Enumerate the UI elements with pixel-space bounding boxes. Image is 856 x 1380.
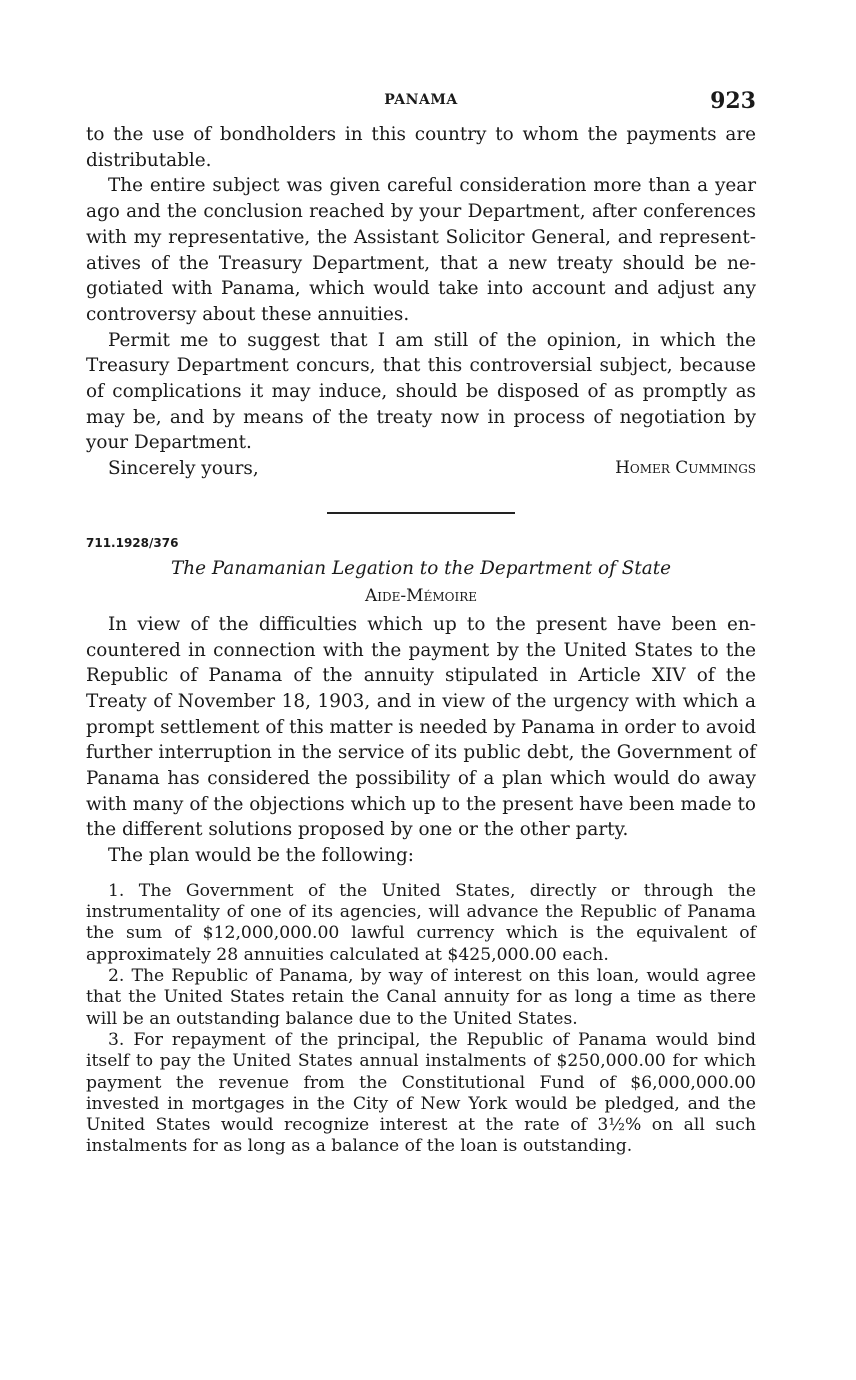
closing-salutation: Sincerely yours, [108, 458, 259, 480]
document-title: The Panamanian Legation to the Department of State [171, 557, 671, 579]
section-divider [327, 512, 515, 514]
plan-item-3: 3. For repayment of the principal, the Republic of Panama would bind itself to pay the United States annual instalments of $250,000.00 for which payment the revenue from the Constitutional Fund of $6,000,000.00 invested in mortgages in the City of New York would be pledged, and the United States would recognize interest at the rate of 3½% on all such instalments for as long as a balance of the loan is outstanding. [86, 1029, 756, 1157]
letter-paragraph-1: to the use of bondholders in this country to whom the payments are distributable. [86, 124, 756, 171]
file-number: 711.1928/376 [86, 535, 179, 550]
document-subtitle: Aide-Mémoire [365, 585, 477, 606]
document-page [86, 88, 756, 1158]
plan-lead: The plan would be the following: [108, 845, 414, 867]
aide-memoire-intro: In view of the difficulties which up to the present have been encountered in connection with the payment by the United States to the Republic of Panama of the annuity stipulated in Article XIV of the Treaty of November 18, 1903, and in view of the urgency with which a prompt settlement of this matter is needed by Panama in order to avoid further interruption in the service of its public debt, the Government of Panama has considered the possibility of a plan which would do away with many of the objections which up to the present have been made to the different solutions proposed by one or the other party. [86, 613, 756, 841]
letter-closing-line [86, 456, 756, 482]
signature: Homer Cummings [615, 458, 756, 479]
page-header [86, 88, 756, 122]
letter-paragraph-2: The entire subject was given careful consideration more than a year ago and the conclusion reached by your Department, after conferences with my representative, the Assistant Solicitor General, and representatives of the Treasury Department, that a new treaty should be negotiated with Panama, which would take into account and adjust any controversy about these annuities. [86, 175, 756, 325]
plan-item-2: 2. The Republic of Panama, by way of interest on this loan, would agree that the United States retain the Canal annuity for as long a time as there will be an outstanding balance due to the United States. [86, 966, 756, 1029]
plan-item-1: 1. The Government of the United States, directly or through the instrumentality of one of its agencies, will advance the Republic of Panama the sum of $12,000,000.00 lawful currency which is the equivalent of approximately 28 annuities calculated at $425,000.00 each. [86, 880, 756, 965]
running-head: PANAMA [384, 92, 458, 108]
letter-paragraph-3: Permit me to suggest that I am still of the opinion, in which the Treasury Department concurs, that this controversial subject, because of complications it may induce, should be disposed of as promptly as may be, and by means of the treaty now in process of negotiation by your Department. [86, 329, 756, 454]
page-number: 923 [710, 88, 756, 114]
